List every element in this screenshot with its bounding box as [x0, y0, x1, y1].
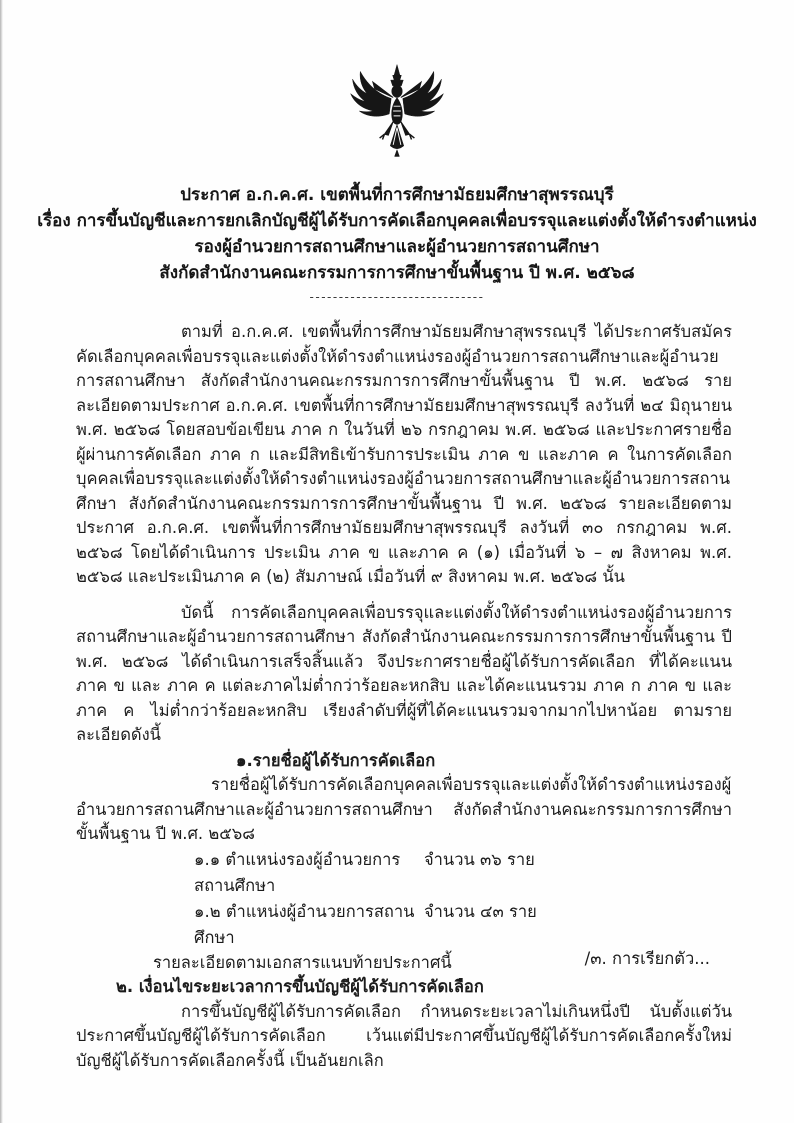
section-1-intro: รายชื่อผู้ได้รับการคัดเลือกบุคคลเพื่อบรรจุและแต่งตั้งให้ดำรงตำแหน่งรองผู้อำนวยการสถานศึกษาและผู้อำนวยการสถานศึกษา สังกัดสำนักงานคณะกรรมการการศึกษาขั้นพื้นฐาน ปี พ.ศ. ๒๕๖๘ [76, 775, 732, 843]
section-1-heading: ๑.รายชื่อผู้ได้รับการคัดเลือก [236, 750, 436, 770]
garuda-emblem-icon [339, 54, 455, 170]
page-continuation-note: /๓. การเรียกตัว... [584, 949, 710, 968]
scan-edge-artifact [0, 0, 3, 1123]
list-item-director [194, 899, 732, 951]
announcement-title-line-1: ประกาศ อ.ก.ค.ศ. เขตพื้นที่การศึกษามัธยมศึกษาสุพรรณบุรี [180, 185, 614, 205]
item-count: จำนวน ๓๖ ราย [424, 849, 535, 869]
announcement-title-line-3: รองผู้อำนวยการสถานศึกษาและผู้อำนวยการสถานศึกษา [194, 237, 600, 257]
announcement-subject-line: เรื่อง การขึ้นบัญชีและการยกเลิกบัญชีผู้ได้รับการคัดเลือกบุคคลเพื่อบรรจุและแต่งตั้งให้ดำรงตำแหน่ง [37, 211, 757, 231]
announcement-title-block [0, 182, 794, 286]
section-2-body: การขึ้นบัญชีผู้ได้รับการคัดเลือก กำหนดระยะเวลาไม่เกินหนึ่งปี นับตั้งแต่วันประกาศขึ้นบัญชีผู้ได้รับการคัดเลือก เว้นแต่มีประกาศขึ้นบัญชีผู้ได้รับการคัดเลือกครั้งใหม่ บัญชีผู้ได้รับการคัดเลือกครั้งนี้ เป็นอันยกเลิก [76, 1001, 732, 1070]
garuda-emblem [337, 54, 457, 170]
paragraph-result: บัดนี้ การคัดเลือกบุคคลเพื่อบรรจุและแต่งตั้งให้ดำรงตำแหน่งรองผู้อำนวยการสถานศึกษาและผู้อำนวยการสถานศึกษา สังกัดสำนักงานคณะกรรมการการศึกษาขั้นพื้นฐาน ปี พ.ศ. ๒๕๖๘ ได้ดำเนินการเสร็จสิ้นแล้ว จึงประกาศรายชื่อผู้ได้รับการคัดเลือก ที่ได้คะแนน ภาค ข และ ภาค ค แต่ละภาคไม่ต่ำกว่าร้อยละหกสิบ และได้คะแนนรวม ภาค ก ภาค ข และ ภาค ค ไม่ต่ำกว่าร้อยละหกสิบ เรียงลำดับที่ผู้ที่ได้คะแนนรวมจากมากไปหาน้อย ตามรายละเอียดดังนี้ [76, 602, 732, 744]
paragraph-background: ตามที่ อ.ก.ค.ศ. เขตพื้นที่การศึกษามัธยมศึกษาสุพรรณบุรี ได้ประกาศรับสมัครคัดเลือกบุคคลเพื่อบรรจุและแต่งตั้งให้ดำรงตำแหน่งรองผู้อำนวยการสถานศึกษาและผู้อำนวยการสถานศึกษา สังกัดสำนักงานคณะกรรมการการศึกษาขั้นพื้นฐาน ปี พ.ศ. ๒๕๖๘ รายละเอียดตามประกาศ อ.ก.ค.ศ. เขตพื้นที่การศึกษามัธยมศึกษาสุพรรณบุรี ลงวันที่ ๒๔ มิถุนายน พ.ศ. ๒๕๖๘ โดยสอบข้อเขียน ภาค ก ในวันที่ ๒๖ กรกฎาคม พ.ศ. ๒๕๖๘ และประกาศรายชื่อผู้ผ่านการคัดเลือก ภาค ก และมีสิทธิเข้ารับการประเมิน ภาค ข และภาค ค ในการคัดเลือกบุคคลเพื่อบรรจุและแต่งตั้งให้ดำรงตำแหน่งรองผู้อำนวยการสถานศึกษาและผู้อำนวยการสถานศึกษา สังกัดสำนักงานคณะกรรมการการศึกษาขั้นพื้นฐาน ปี พ.ศ. ๒๕๖๘ รายละเอียดตามประกาศ อ.ก.ค.ศ. เขตพื้นที่การศึกษามัธยมศึกษาสุพรรณบุรี ลงวันที่ ๓๐ กรกฎาคม พ.ศ. ๒๕๖๘ โดยได้ดำเนินการ ประเมิน ภาค ข และภาค ค (๑) เมื่อวันที่ ๖ – ๗ สิงหาคม พ.ศ. ๒๕๖๘ และประเมินภาค ค (๒) สัมภาษณ์ เมื่อวันที่ ๙ สิงหาคม พ.ศ. ๒๕๖๘ นั้น [76, 322, 732, 586]
list-item-deputy-director [194, 847, 732, 899]
item-label: ๑.๒ ตำแหน่งผู้อำนวยการสถานศึกษา [194, 901, 415, 947]
announcement-title-line-4: สังกัดสำนักงานคณะกรรมการการศึกษาขั้นพื้นฐาน ปี พ.ศ. ๒๕๖๘ [159, 263, 635, 283]
item-count: จำนวน ๔๓ ราย [424, 901, 537, 921]
separator-dashes: ------------------------------ [309, 290, 485, 304]
section-2-heading: ๒. เงื่อนไขระยะเวลาการขึ้นบัญชีผู้ได้รับการคัดเลือก [116, 977, 484, 996]
item-label: ๑.๑ ตำแหน่งรองผู้อำนวยการสถานศึกษา [194, 849, 401, 895]
attachment-note: รายละเอียดตามเอกสารแนบท้ายประกาศนี้ [153, 952, 452, 972]
